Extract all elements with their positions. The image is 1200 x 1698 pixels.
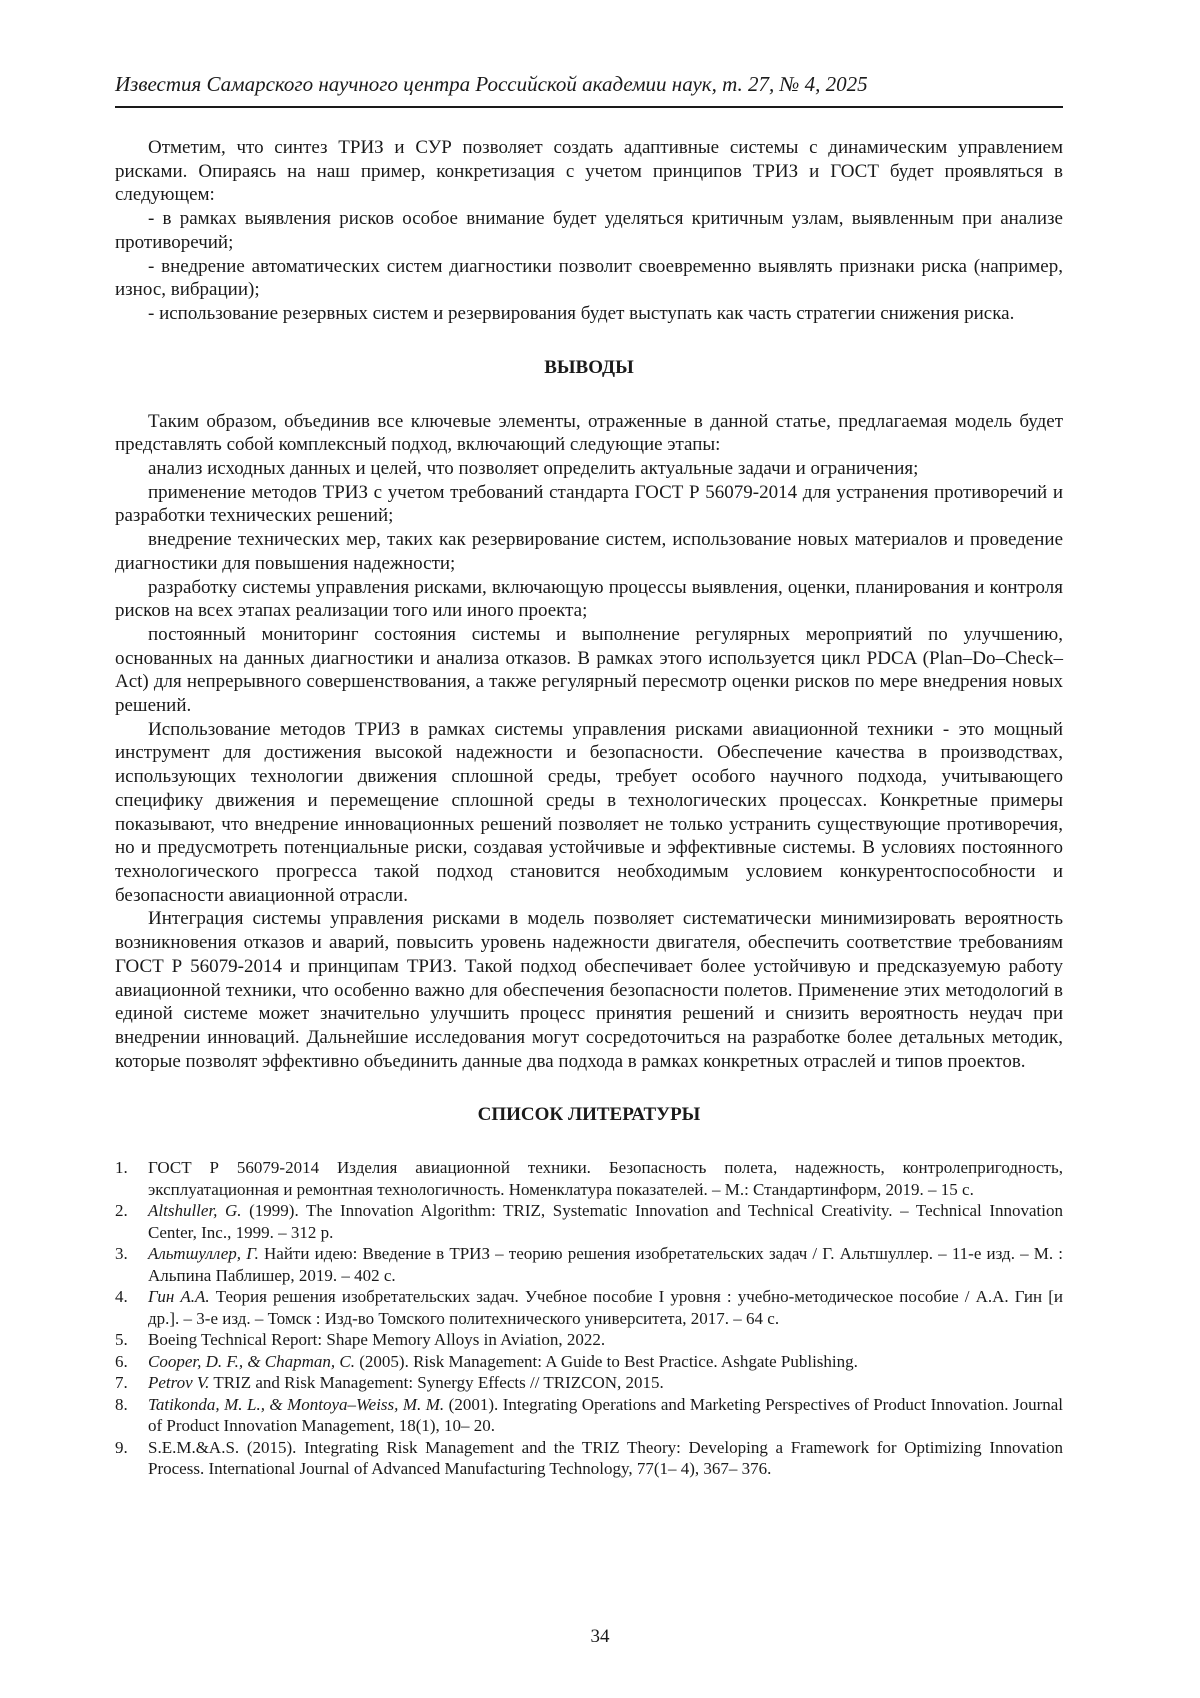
reference-text: ГОСТ Р 56079-2014 Изделия авиационной техники. Безопасность полета, надежность, контролепригодность, эксплуатационная и ремонтная технологичность. Номенклатура показателей. – М.: Стандартинформ, 2019. – 15 с. [148,1158,1063,1199]
reference-text: TRIZ and Risk Management: Synergy Effects // TRIZCON, 2015. [209,1373,663,1392]
reference-item [115,1157,1063,1200]
paragraph: Интеграция системы управления рисками в модель позволяет систематически минимизировать вероятность возникновения отказов и аварий, повысить уровень надежности двигателя, обеспечить соответствие требованиям ГОСТ Р 56079-2014 и принципам ТРИЗ. Такой подход обеспечивает более устойчивую и предсказуемую работу авиационной техники, что особенно важно для обеспечения безопасности полетов. Применение этих методологий в единой системе может значительно улучшить процесс принятия решений и снизить вероятность неудач при внедрении инноваций. Дальнейшие исследования могут сосредоточиться на разработке более детальных методик, которые позволят эффективно объединить данные два подхода в рамках конкретных отраслей и типов проектов. [115,907,1063,1073]
reference-item [115,1394,1063,1437]
paragraph: Отметим, что синтез ТРИЗ и СУР позволяет создать адаптивные системы с динамическим управлением рисками. Опираясь на наш пример, конкретизация с учетом принципов ТРИЗ и ГОСТ будет проявляться в следующем: [115,136,1063,207]
list-item: анализ исходных данных и целей, что позволяет определить актуальные задачи и ограничения; [115,457,1063,481]
paragraph: Использование методов ТРИЗ в рамках системы управления рисками авиационной техники - это мощный инструмент для достижения высокой надежности и безопасности. Обеспечение качества в производствах, использующих технологии движения сплошной среды, требует особого научного подхода, учитывающего специфику движения и перемещение сплошной среды в технологических процессах. Конкретные примеры показывают, что внедрение инновационных решений позволяет не только устранить существующие противоречия, но и предусмотреть потенциальные риски, создавая устойчивые и эффективные системы. В условиях постоянного технологического прогресса такой подход становится необходимым условием конкурентоспособности и безопасности авиационной отрасли. [115,718,1063,908]
references-heading: СПИСОК ЛИТЕРАТУРЫ [115,1103,1063,1127]
list-item: - использование резервных систем и резервирования будет выступать как часть стратегии снижения риска. [115,302,1063,326]
list-item: применение методов ТРИЗ с учетом требований стандарта ГОСТ Р 56079-2014 для устранения противоречий и разработки технических решений; [115,481,1063,528]
reference-number: 4. [115,1286,148,1329]
reference-number: 5. [115,1329,148,1351]
reference-author: Tatikonda, M. L., & Montoya–Weiss, M. M. [148,1395,444,1414]
reference-number: 7. [115,1372,148,1394]
reference-text: S.E.M.&A.S. (2015). Integrating Risk Management and the TRIZ Theory: Developing a Framework for Optimizing Innovation Process. International Journal of Advanced Manufacturing Technology, 77(1– 4), 367– 376. [148,1438,1063,1479]
intro-section [115,136,1063,326]
list-item: разработку системы управления рисками, включающую процессы выявления, оценки, планирования и контроля рисков на всех этапах реализации того или иного проекта; [115,576,1063,623]
reference-item [115,1437,1063,1480]
reference-item [115,1286,1063,1329]
conclusions-section [115,410,1063,1074]
reference-item [115,1329,1063,1351]
reference-number: 2. [115,1200,148,1243]
reference-item [115,1243,1063,1286]
reference-text: Найти идею: Введение в ТРИЗ – теорию решения изобретательских задач / Г. Альтшуллер. – 11-е изд. – М. : Альпина Паблишер, 2019. – 402 с. [148,1244,1063,1285]
conclusions-heading: ВЫВОДЫ [115,356,1063,380]
reference-author: Altshuller, G. [148,1201,242,1220]
reference-number: 6. [115,1351,148,1373]
reference-text: (1999). The Innovation Algorithm: TRIZ, Systematic Innovation and Technical Creativity. – Technical Innovation Center, Inc., 1999. – 312 p. [148,1201,1063,1242]
page-number: 34 [0,1626,1200,1648]
reference-item [115,1351,1063,1373]
reference-author: Альтшуллер, Г. [148,1244,259,1263]
page [115,70,1063,1480]
reference-number: 3. [115,1243,148,1286]
reference-author: Petrov V. [148,1373,209,1392]
reference-text: Boeing Technical Report: Shape Memory Alloys in Aviation, 2022. [148,1330,605,1349]
reference-number: 8. [115,1394,148,1437]
reference-text: (2005). Risk Management: A Guide to Best Practice. Ashgate Publishing. [355,1352,858,1371]
reference-item [115,1372,1063,1394]
paragraph: Таким образом, объединив все ключевые элементы, отраженные в данной статье, предлагаемая модель будет представлять собой комплексный подход, включающий следующие этапы: [115,410,1063,457]
list-item: - в рамках выявления рисков особое внимание будет уделяться критичным узлам, выявленным при анализе противоречий; [115,207,1063,254]
list-item: - внедрение автоматических систем диагностики позволит своевременно выявлять признаки риска (например, износ, вибрации); [115,255,1063,302]
reference-author: Гин А.А. [148,1287,210,1306]
list-item: постоянный мониторинг состояния системы и выполнение регулярных мероприятий по улучшению, основанных на данных диагностики и анализа отказов. В рамках этого используется цикл PDCA (Plan–Do–Check–Act) для непрерывного совершенствования, а также регулярный пересмотр оценки рисков по мере внедрения новых решений. [115,623,1063,718]
list-item: внедрение технических мер, таких как резервирование систем, использование новых материалов и проведение диагностики для повышения надежности; [115,528,1063,575]
reference-author: Cooper, D. F., & Chapman, C. [148,1352,355,1371]
reference-text: (2001). Integrating Operations and Marketing Perspectives of Product Innovation. Journal of Product Innovation Management, 18(1), 10– 20. [148,1395,1063,1436]
reference-text: Теория решения изобретательских задач. Учебное пособие I уровня : учебно-методическое пособие / А.А. Гин [и др.]. – 3-е изд. – Томск : Изд-во Томского политехнического университета, 2017. – 64 с. [148,1287,1063,1328]
reference-number: 1. [115,1157,148,1200]
running-header: Известия Самарского научного центра Российской академии наук, т. 27, № 4, 2025 [115,70,1063,108]
reference-item [115,1200,1063,1243]
reference-number: 9. [115,1437,148,1480]
references-list [115,1157,1063,1480]
